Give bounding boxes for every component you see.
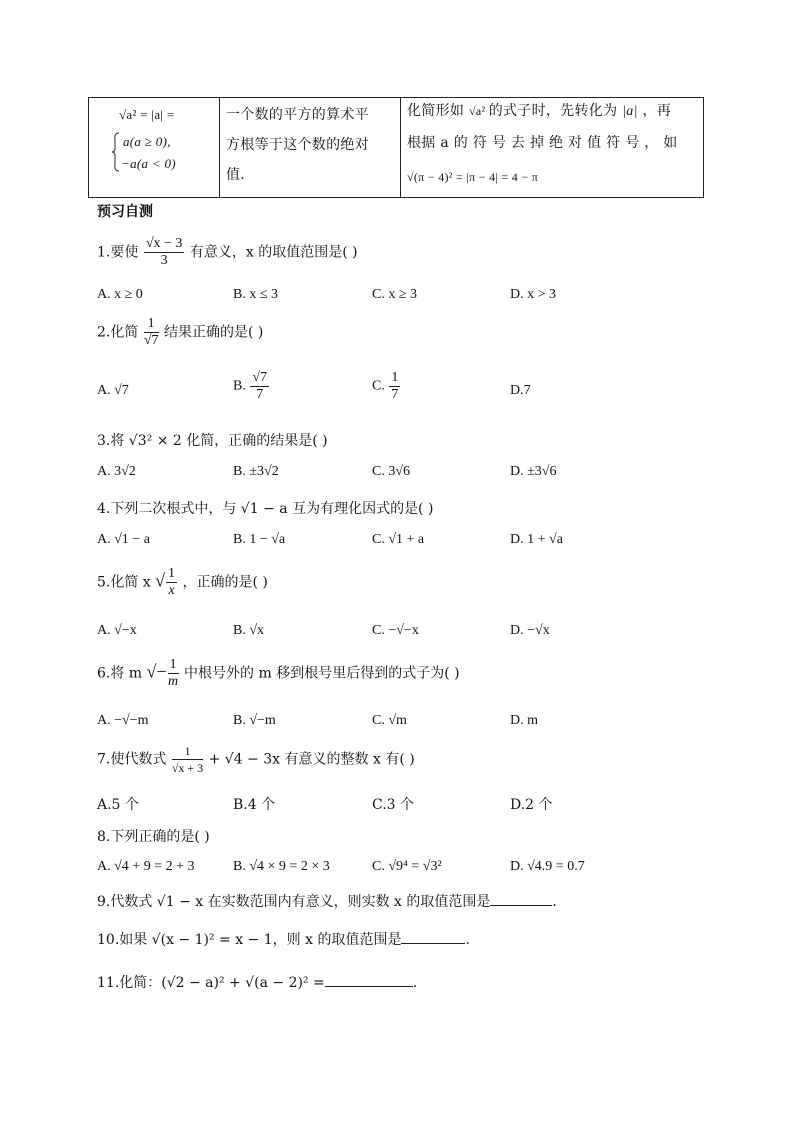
method-line-2: 根据 a 的 符 号 去 掉 绝 对 值 符 号 ， 如 [407, 135, 678, 151]
q4-option-c: C. √1 + a [372, 532, 425, 547]
formula-line: √a² = |a| = [119, 107, 175, 122]
q5-radical-icon: √ [155, 570, 166, 591]
q1-stem-a: 1.要使 [97, 244, 139, 261]
question-8: 8.下列正确的是( ) [97, 829, 210, 845]
q5-stem-a: 5.化简 x [97, 574, 151, 591]
method-example: √(π − 4)² = |π − 4| = 4 − π [407, 170, 539, 184]
q2-b-den: 7 [256, 387, 264, 402]
q2-c-den: 7 [391, 387, 399, 402]
q2-option-c [372, 370, 401, 403]
q5-stem-b: ，正确的是( ) [182, 574, 268, 591]
method-text-a: 化简形如 [407, 103, 465, 119]
q11-answer-blank[interactable] [325, 974, 413, 987]
table-cell-method [401, 98, 703, 197]
q3-option-a: A. 3√2 [97, 464, 136, 479]
description-line-1: 一个数的平方的算术平 [226, 107, 369, 123]
q2-c-label: C. [372, 378, 385, 394]
question-4: 4.下列二次根式中，与 √1 − a 互为有理化因式的是( ) [97, 501, 434, 517]
q7-option-d: D.2 个 [510, 797, 553, 813]
q2-b-label: B. [233, 378, 246, 394]
q6-frac-num: 1 [169, 657, 177, 672]
q2-c-num: 1 [391, 370, 399, 385]
q7-fraction [172, 743, 203, 776]
question-6 [97, 657, 460, 690]
q4-option-b: B. 1 − √a [233, 532, 286, 547]
q2-stem-b: 结果正确的是( ) [163, 324, 264, 341]
question-7 [97, 743, 415, 776]
q3-option-c: C. 3√6 [372, 464, 411, 479]
question-5 [97, 566, 268, 599]
q1-option-b: B. x ≤ 3 [233, 287, 279, 302]
q8-option-b: B. √4 × 9 = 2 × 3 [233, 859, 330, 874]
q6-frac-den: m [168, 674, 179, 689]
q9-answer-blank[interactable] [490, 893, 552, 906]
q1-fraction [144, 236, 185, 269]
q11-end: . [412, 975, 418, 991]
formula-case-2: −a(a < 0) [121, 156, 176, 171]
q2-option-b [233, 370, 270, 403]
q8-option-a: A. √4 + 9 = 2 + 3 [97, 859, 195, 874]
q11-stem: 11.化简：(√2 − a)² + √(a − 2)² = [97, 975, 325, 991]
section-heading: 预习自测 [97, 204, 153, 220]
q5-option-c: C. −√−x [372, 623, 419, 638]
summary-table [88, 97, 704, 198]
q9-stem: 9.代数式 √1 − x 在实数范围内有意义，则实数 x 的取值范围是 [97, 894, 491, 910]
q6-option-a: A. −√−m [97, 713, 149, 728]
table-cell-formula [89, 98, 220, 197]
q2-stem-a: 2.化简 [97, 324, 139, 341]
q5-fraction [166, 566, 177, 599]
q7-stem-b: + √4 − 3x 有意义的整数 x 有( ) [208, 751, 415, 768]
description-line-3: 值. [226, 167, 246, 183]
q1-frac-num: √x − 3 [145, 236, 183, 251]
q5-frac-num: 1 [168, 566, 176, 581]
q2-b-num: √7 [252, 370, 268, 385]
q1-option-c: C. x ≥ 3 [372, 287, 418, 302]
q2-c-fraction [389, 370, 400, 403]
q7-stem-a: 7.使代数式 [97, 751, 167, 768]
q6-option-d: D. m [510, 713, 538, 728]
q6-option-c: C. √m [372, 713, 407, 728]
question-2 [97, 316, 263, 349]
q9-end: . [552, 894, 557, 910]
q3-option-b: B. ±3√2 [233, 464, 279, 479]
q7-option-b: B.4 个 [233, 797, 276, 813]
q6-fraction [168, 657, 179, 690]
q2-fraction [144, 316, 159, 349]
q5-option-d: D. −√x [510, 623, 550, 638]
q7-option-c: C.3 个 [372, 797, 415, 813]
q6-option-b: B. √−m [233, 713, 276, 728]
question-1 [97, 236, 358, 269]
q4-option-d: D. 1 + √a [510, 532, 563, 547]
q7-frac-num: 1 [172, 743, 203, 760]
method-text-b: 的式子时，先转化为 [488, 103, 618, 119]
q2-frac-num: 1 [144, 316, 159, 333]
question-3: 3.将 √3² × 2 化简，正确的结果是( ) [97, 433, 328, 449]
q3-option-d: D. ±3√6 [510, 464, 557, 479]
q10-end: . [465, 932, 470, 948]
question-10 [97, 929, 470, 949]
q1-stem-b: 有意义，x 的取值范围是( ) [189, 244, 358, 261]
q10-answer-blank[interactable] [401, 931, 465, 944]
formula-case-1: a(a ≥ 0), [123, 134, 171, 149]
q2-option-a: A. √7 [97, 383, 129, 398]
q7-option-a: A.5 个 [97, 797, 139, 813]
method-text-c: ，再 [642, 103, 672, 119]
q1-frac-den: 3 [160, 253, 168, 268]
method-line-1 [407, 98, 671, 125]
question-9 [97, 891, 557, 911]
q6-radical-icon: √− [146, 661, 167, 682]
q10-stem: 10.如果 √(x − 1)² = x − 1，则 x 的取值范围是 [97, 932, 402, 948]
sqrt-a2-symbol: √a² [468, 104, 489, 118]
brace-icon [111, 132, 121, 172]
question-11 [97, 972, 417, 992]
abs-a-symbol: |a| [622, 104, 638, 119]
q6-stem-a: 6.将 m [97, 665, 143, 682]
q2-b-fraction [250, 370, 269, 403]
q7-frac-den: √x + 3 [171, 761, 204, 775]
q1-option-d: D. x > 3 [510, 287, 557, 302]
q6-stem-b: 中根号外的 m 移到根号里后得到的式子为( ) [184, 665, 460, 682]
q5-frac-den: x [168, 583, 175, 598]
description-line-2: 方根等于这个数的绝对 [226, 137, 369, 153]
q2-frac-den: √7 [143, 333, 159, 348]
q4-option-a: A. √1 − a [97, 532, 150, 547]
table-cell-description [220, 98, 401, 197]
q8-option-d: D. √4.9 = 0.7 [510, 859, 585, 874]
q8-option-c: C. √9⁴ = √3² [372, 859, 442, 874]
q5-option-b: B. √x [233, 623, 265, 638]
q2-option-d: D.7 [510, 383, 531, 398]
q5-option-a: A. √−x [97, 623, 137, 638]
q1-option-a: A. x ≥ 0 [97, 287, 143, 302]
